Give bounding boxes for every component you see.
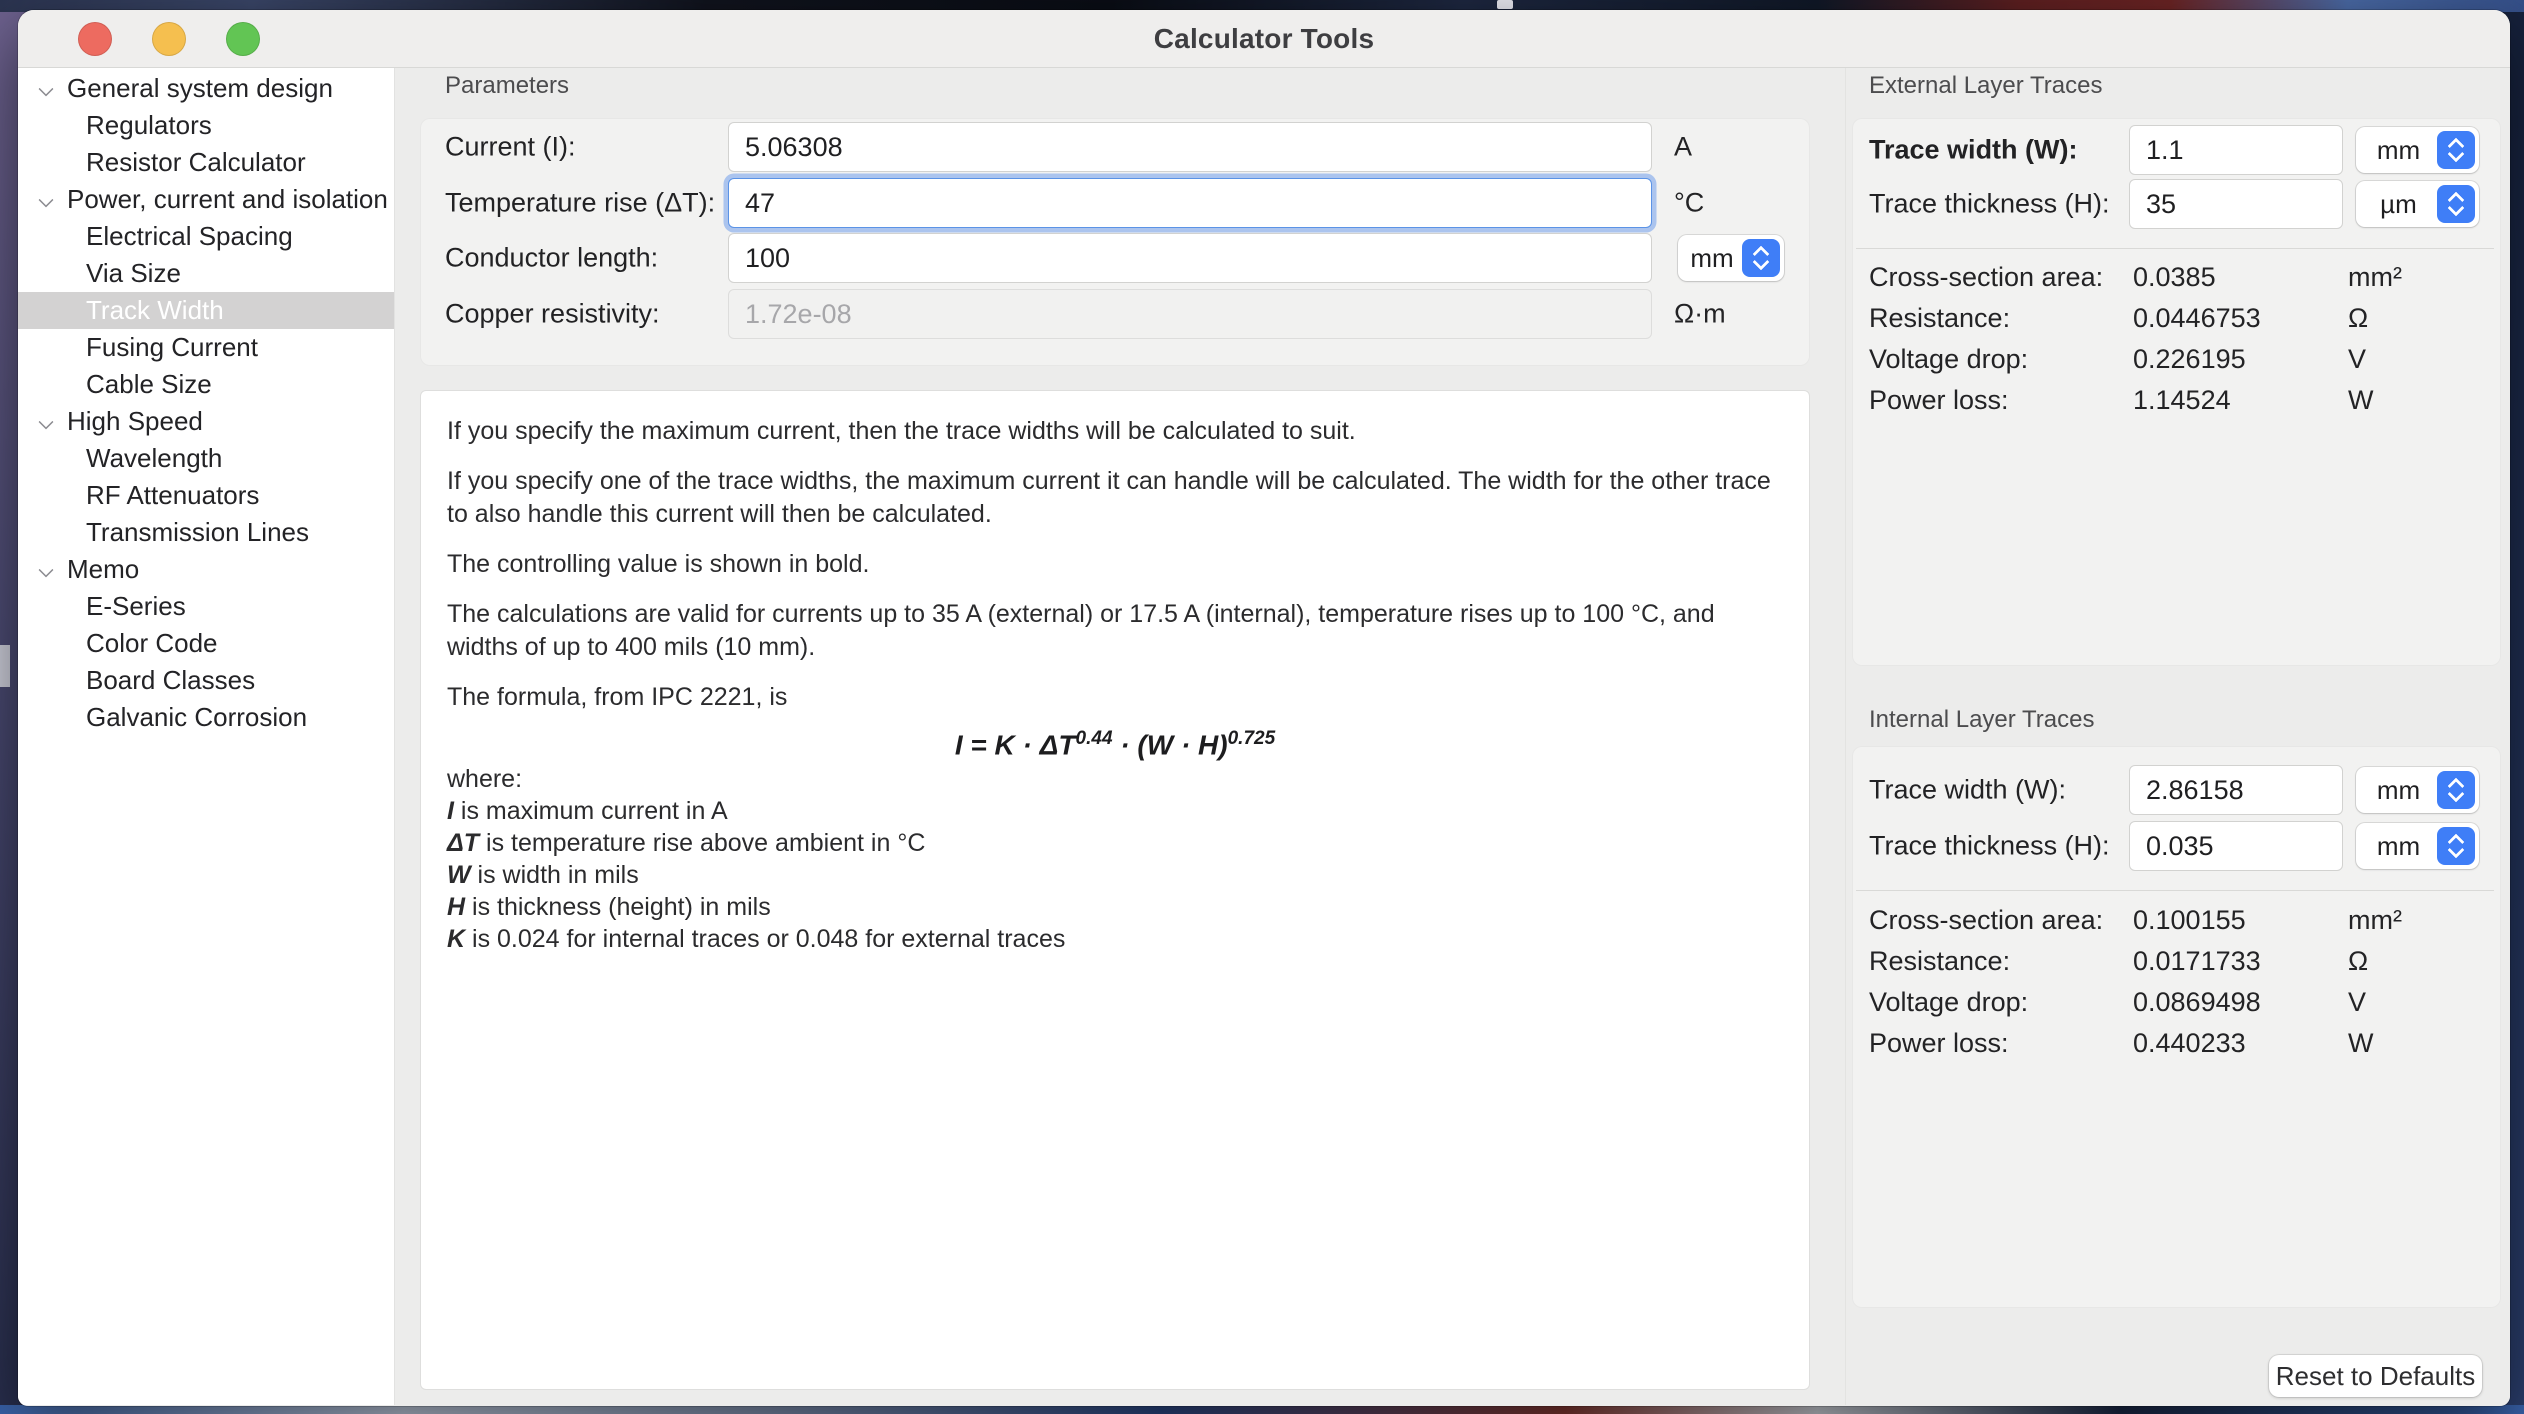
result-unit: mm² (2348, 905, 2402, 935)
sidebar-item-label: E-Series (86, 591, 186, 621)
sidebar-item-galvanic-corrosion[interactable] (18, 699, 394, 736)
copper-resistivity-label: Copper resistivity: (445, 298, 660, 329)
desktop-wallpaper-detail (1497, 0, 1513, 9)
internal-trace-thickness-input[interactable] (2129, 821, 2343, 871)
sidebar-item-label: Fusing Current (86, 332, 258, 362)
sidebar-item-label: General system design (67, 73, 333, 103)
sidebar-item-label: Resistor Calculator (86, 147, 306, 177)
calculator-tree-sidebar (18, 68, 395, 1405)
sidebar-item-label: Transmission Lines (86, 517, 310, 547)
sidebar-item-fusing-current[interactable] (18, 329, 394, 366)
where-item: ΔT is temperature rise above ambient in °C (447, 829, 926, 858)
sidebar-item-general-system-design[interactable] (18, 70, 394, 107)
current-input[interactable] (728, 122, 1652, 172)
unit-popup-value: µm (2380, 188, 2417, 219)
sidebar-item-label: Track Width (86, 295, 224, 325)
internal-power-loss-row: Power loss: 0.440233 W (1846, 1025, 2510, 1061)
desktop-wallpaper-bottom-strip (0, 1405, 2524, 1414)
conductor-length-label: Conductor length: (445, 242, 659, 273)
result-unit: mm² (2348, 262, 2402, 292)
internal-trace-width-label: Trace width (W): (1869, 774, 2067, 805)
sidebar-item-label: Board Classes (86, 665, 256, 695)
copper-resistivity-row (395, 289, 1845, 339)
internal-trace-thickness-label: Trace thickness (H): (1869, 830, 2110, 861)
external-trace-thickness-label: Trace thickness (H): (1869, 188, 2110, 219)
sidebar-item-label: Galvanic Corrosion (86, 702, 308, 732)
external-trace-width-input[interactable] (2129, 125, 2343, 175)
stepper-chevrons-icon (2437, 771, 2475, 809)
chevron-down-icon[interactable] (40, 194, 53, 207)
sidebar-item-transmission-lines[interactable] (18, 514, 394, 551)
result-unit: V (2348, 987, 2367, 1017)
chevron-down-icon[interactable] (40, 416, 53, 429)
sidebar-item-electrical-spacing[interactable] (18, 218, 394, 255)
stepper-chevrons-icon (2437, 827, 2475, 865)
internal-trace-thickness-unit-select[interactable] (2356, 823, 2479, 869)
sidebar-item-power-current-isolation[interactable] (18, 181, 394, 218)
ipc2221-formula: $I = K \cdot \Delta T^{0.44} \cdot (W \cdot H)^{0.725}$ (954, 728, 1276, 761)
result-value: 0.440233 (2133, 1028, 2246, 1058)
copper-resistivity-unit-label: Ω·m (1674, 298, 1726, 329)
reset-to-defaults-button[interactable]: Reset to Defaults (2269, 1355, 2482, 1397)
window-content (18, 68, 2510, 1405)
unit-popup-value: mm (1690, 242, 1734, 273)
sidebar-item-rf-attenuators[interactable] (18, 477, 394, 514)
external-trace-thickness-unit-select[interactable] (2356, 181, 2479, 227)
result-value: 0.226195 (2133, 344, 2246, 374)
conductor-length-unit-select[interactable] (1678, 235, 1784, 281)
external-trace-width-unit-select[interactable] (2356, 127, 2479, 173)
result-unit: W (2348, 1028, 2374, 1058)
chevron-down-icon[interactable] (40, 83, 53, 96)
external-resistance-row: Resistance: 0.0446753 Ω (1846, 300, 2510, 336)
result-value: 0.0385 (2133, 262, 2216, 292)
stepper-chevrons-icon (2437, 185, 2475, 223)
unit-popup-value: mm (2376, 134, 2421, 165)
sidebar-item-label: Color Code (86, 628, 218, 658)
sidebar-item-board-classes[interactable] (18, 662, 394, 699)
sidebar-item-color-code[interactable] (18, 625, 394, 662)
sidebar-item-label: RF Attenuators (86, 480, 260, 510)
result-value: 0.0446753 (2133, 303, 2261, 333)
where-item: H is thickness (height) in mils (447, 893, 771, 922)
result-unit: V (2348, 344, 2367, 374)
sidebar-item-track-width[interactable] (18, 292, 394, 329)
sidebar-item-label: Cable Size (86, 369, 212, 399)
sidebar-item-label: Memo (67, 554, 140, 584)
sidebar-item-memo[interactable] (18, 551, 394, 588)
sidebar-item-resistor-calculator[interactable] (18, 144, 394, 181)
track-width-calculator-panel (395, 68, 1845, 1405)
conductor-length-input[interactable] (728, 233, 1652, 283)
close-window-button[interactable] (78, 22, 112, 56)
sidebar-item-label: High Speed (67, 406, 203, 436)
current-row (395, 122, 1845, 172)
where-item: I is maximum current in A (447, 797, 728, 826)
result-value: 0.100155 (2133, 905, 2246, 935)
divider (1856, 248, 2494, 249)
sidebar-item-wavelength[interactable] (18, 440, 394, 477)
sidebar-item-high-speed[interactable] (18, 403, 394, 440)
external-trace-width-label: Trace width (W): (1869, 134, 2078, 165)
result-value: 1.14524 (2133, 385, 2231, 415)
parameters-section-label: Parameters (445, 72, 570, 99)
chevron-down-icon[interactable] (40, 564, 53, 577)
help-paragraph: If you specify the maximum current, then the trace widths will be calculated to suit. (447, 417, 1356, 445)
where-item: W is width in mils (447, 861, 639, 890)
result-unit: Ω (2348, 303, 2369, 333)
external-trace-width-row (1846, 125, 2510, 175)
result-value: 0.0869498 (2133, 987, 2261, 1017)
internal-resistance-row: Resistance: 0.0171733 Ω (1846, 943, 2510, 979)
unit-popup-value: mm (2376, 774, 2421, 805)
sidebar-item-regulators[interactable] (18, 107, 394, 144)
temperature-rise-label: Temperature rise (ΔT): (445, 187, 716, 218)
fullscreen-window-button[interactable] (226, 22, 260, 56)
internal-trace-thickness-row (1846, 821, 2510, 871)
sidebar-item-label: Regulators (86, 110, 212, 140)
external-power-loss-row: Power loss: 1.14524 W (1846, 382, 2510, 418)
external-trace-thickness-input[interactable] (2129, 179, 2343, 229)
formula-intro: The formula, from IPC 2221, is (447, 683, 788, 711)
internal-voltage-drop-row: Voltage drop: 0.0869498 V (1846, 984, 2510, 1020)
unit-popup-value: mm (2376, 830, 2421, 861)
result-value: 0.0171733 (2133, 946, 2261, 976)
window-title: Calculator Tools (1153, 22, 1375, 54)
where-label: where: (447, 765, 523, 794)
conductor-length-row (395, 233, 1845, 283)
sidebar-item-label: Electrical Spacing (86, 221, 293, 251)
result-unit: W (2348, 385, 2374, 415)
external-trace-thickness-row (1846, 179, 2510, 229)
result-unit: Ω (2348, 946, 2369, 976)
layer-traces-panel (1845, 68, 2510, 1405)
traffic-light-buttons (78, 10, 260, 67)
divider (1856, 890, 2494, 891)
sidebar-item-cable-size[interactable] (18, 366, 394, 403)
temperature-rise-unit-label: °C (1674, 187, 1705, 218)
stepper-chevrons-icon (2437, 131, 2475, 169)
where-item: K is 0.024 for internal traces or 0.048 for external traces (447, 925, 1066, 954)
temperature-rise-input[interactable] (728, 178, 1652, 228)
desktop-wallpaper-detail (0, 645, 10, 687)
sidebar-item-via-size[interactable] (18, 255, 394, 292)
help-paragraph: The calculations are valid for currents up to 35 A (external) or 17.5 A (internal), temperature rises up to 100 °C, and widths of up to 400 mils (10 mm). (447, 600, 1715, 661)
internal-layer-traces-label: Internal Layer Traces (1869, 706, 2095, 733)
minimize-window-button[interactable] (152, 22, 186, 56)
sidebar-item-label: Power, current and isolation (67, 184, 388, 214)
help-text-panel (420, 390, 1810, 1390)
internal-trace-width-row (1846, 765, 2510, 815)
internal-trace-width-input[interactable] (2129, 765, 2343, 815)
help-paragraph: If you specify one of the trace widths, the maximum current it can handle will be calculated. The width for the other trace to also handle this current will then be calculated. (447, 467, 1771, 528)
current-unit-label: A (1674, 131, 1693, 162)
sidebar-item-e-series[interactable] (18, 588, 394, 625)
sidebar-item-label: Wavelength (86, 443, 223, 473)
copper-resistivity-input (728, 289, 1652, 339)
internal-trace-width-unit-select[interactable] (2356, 767, 2479, 813)
internal-cross-section-row: Cross-section area: 0.100155 mm² (1846, 902, 2510, 938)
sidebar-item-label: Via Size (86, 258, 181, 288)
window-titlebar[interactable] (18, 10, 2510, 68)
stepper-chevrons-icon (1742, 239, 1780, 277)
current-label: Current (I): (445, 131, 576, 162)
calculator-tools-window (18, 10, 2510, 1406)
external-cross-section-row: Cross-section area: 0.0385 mm² (1846, 259, 2510, 295)
temperature-rise-row (395, 178, 1845, 228)
external-voltage-drop-row: Voltage drop: 0.226195 V (1846, 341, 2510, 377)
help-paragraph: The controlling value is shown in bold. (447, 550, 870, 578)
external-layer-traces-label: External Layer Traces (1869, 72, 2103, 99)
